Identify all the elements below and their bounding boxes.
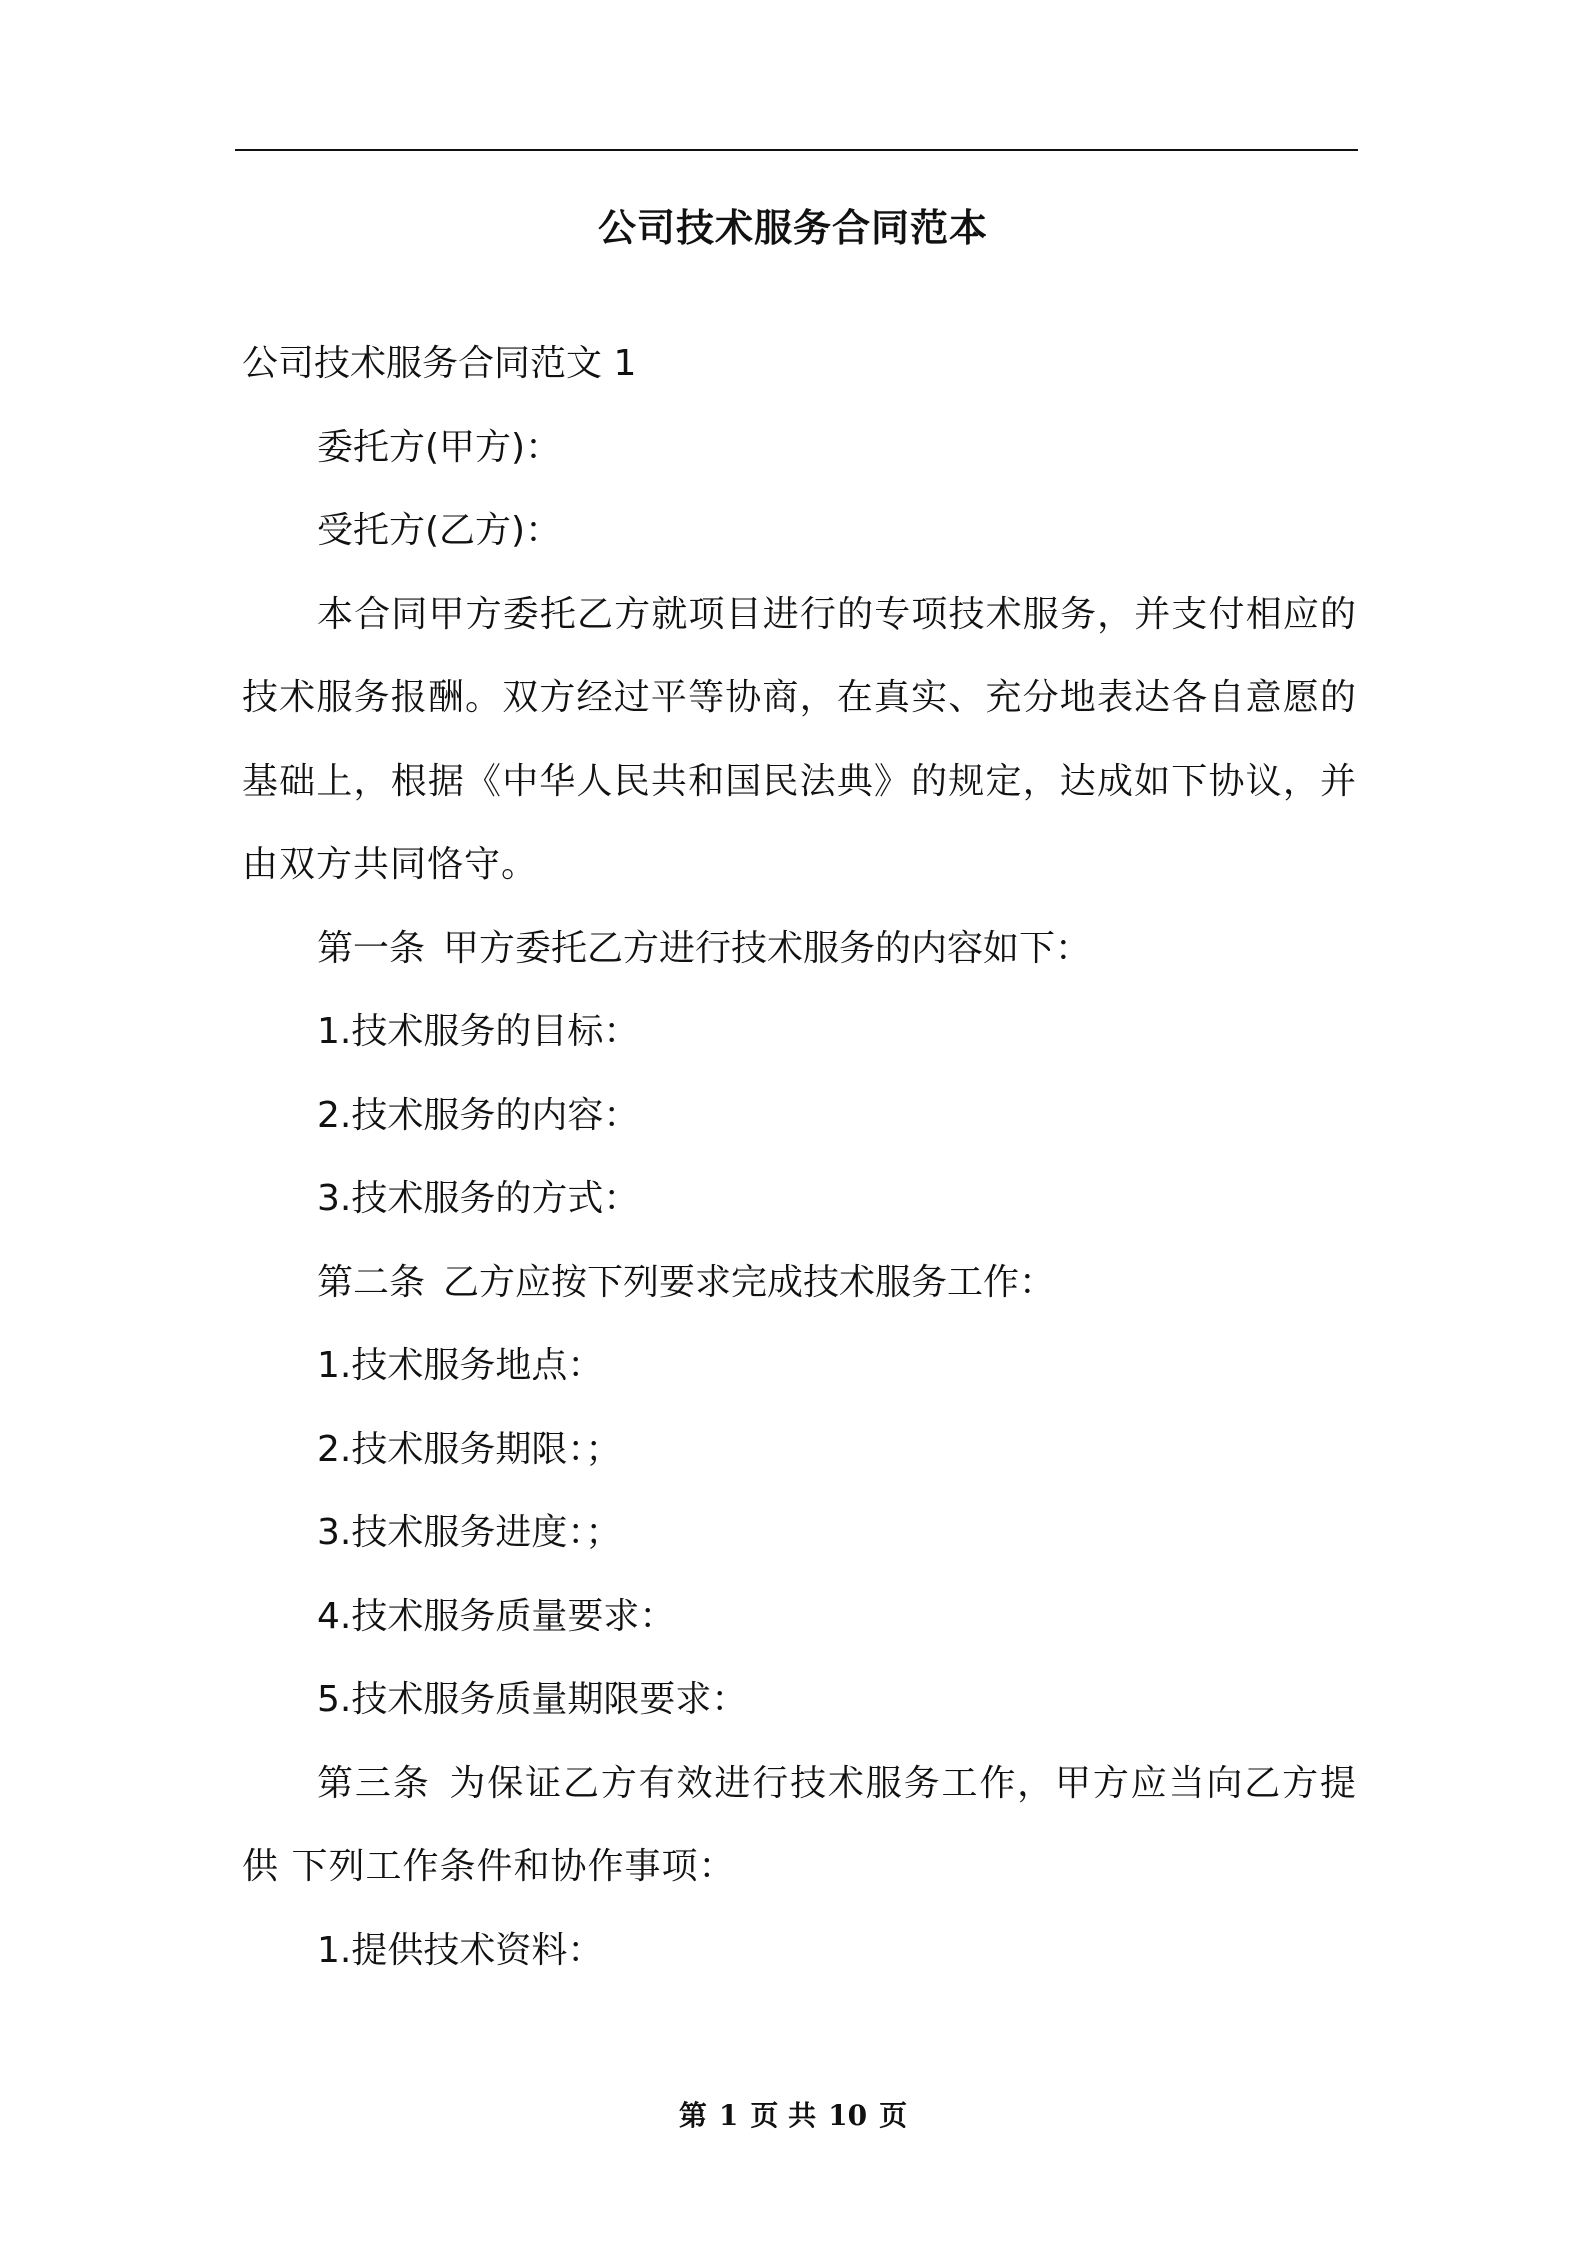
party-b-line: 受托方(乙方)： <box>317 510 562 551</box>
article-3-item: 1.提供技术资料： <box>317 1929 604 1971</box>
article-1-item: 1.技术服务的目标： <box>317 1011 640 1052</box>
article-1-item: 2.技术服务的内容： <box>317 1094 640 1136</box>
footer-middle: 页 共 <box>750 2099 817 2132</box>
party-a-line: 委托方(甲方)： <box>317 426 562 468</box>
article-2-heading <box>242 1241 1357 1325</box>
article-2-item: 2.技术服务期限：； <box>317 1428 622 1470</box>
article-3-paragraph <box>242 1742 1357 1909</box>
article-3-text: 为保证乙方有效进行技术服务工作，甲方应当向乙方提供 下列工作条件和协作事项： <box>242 1762 1357 1887</box>
article-2-label: 第二条 <box>317 1261 426 1303</box>
footer-prefix: 第 <box>678 2099 707 2132</box>
article-1-item: 3.技术服务的方式： <box>317 1178 640 1219</box>
article-2-item: 5.技术服务质量期限要求： <box>317 1679 748 1720</box>
document-body <box>242 322 1357 1992</box>
article-1-label: 第一条 <box>317 927 426 969</box>
article-2-text: 乙方应按下列要求完成技术服务工作： <box>443 1261 1056 1303</box>
footer-suffix: 页 <box>879 2099 908 2132</box>
preamble-paragraph: 本合同甲方委托乙方就项目进行的专项技术服务，并支付相应的技术服务报酬。双方经过平等协商，在真实、充分地表达各自意愿的基础上，根据《中华人民共和国民法典》的规定，达成如下协议，并由双方共同恪守。 <box>242 593 1357 885</box>
article-2-item: 1.技术服务地点： <box>317 1345 604 1386</box>
article-1-text: 甲方委托乙方进行技术服务的内容如下： <box>443 927 1092 969</box>
footer-page-number: 1 <box>718 2099 739 2132</box>
article-1-heading <box>242 907 1357 991</box>
article-3-label: 第三条 <box>317 1762 431 1804</box>
document-title: 公司技术服务合同范本 <box>597 206 988 250</box>
footer-total-pages: 10 <box>828 2099 868 2132</box>
article-2-item: 3.技术服务进度：； <box>317 1512 622 1553</box>
article-2-item: 4.技术服务质量要求： <box>317 1595 676 1637</box>
header-rule <box>235 149 1358 151</box>
section-heading: 公司技术服务合同范文 1 <box>242 343 637 384</box>
page-footer <box>0 2098 1586 2134</box>
